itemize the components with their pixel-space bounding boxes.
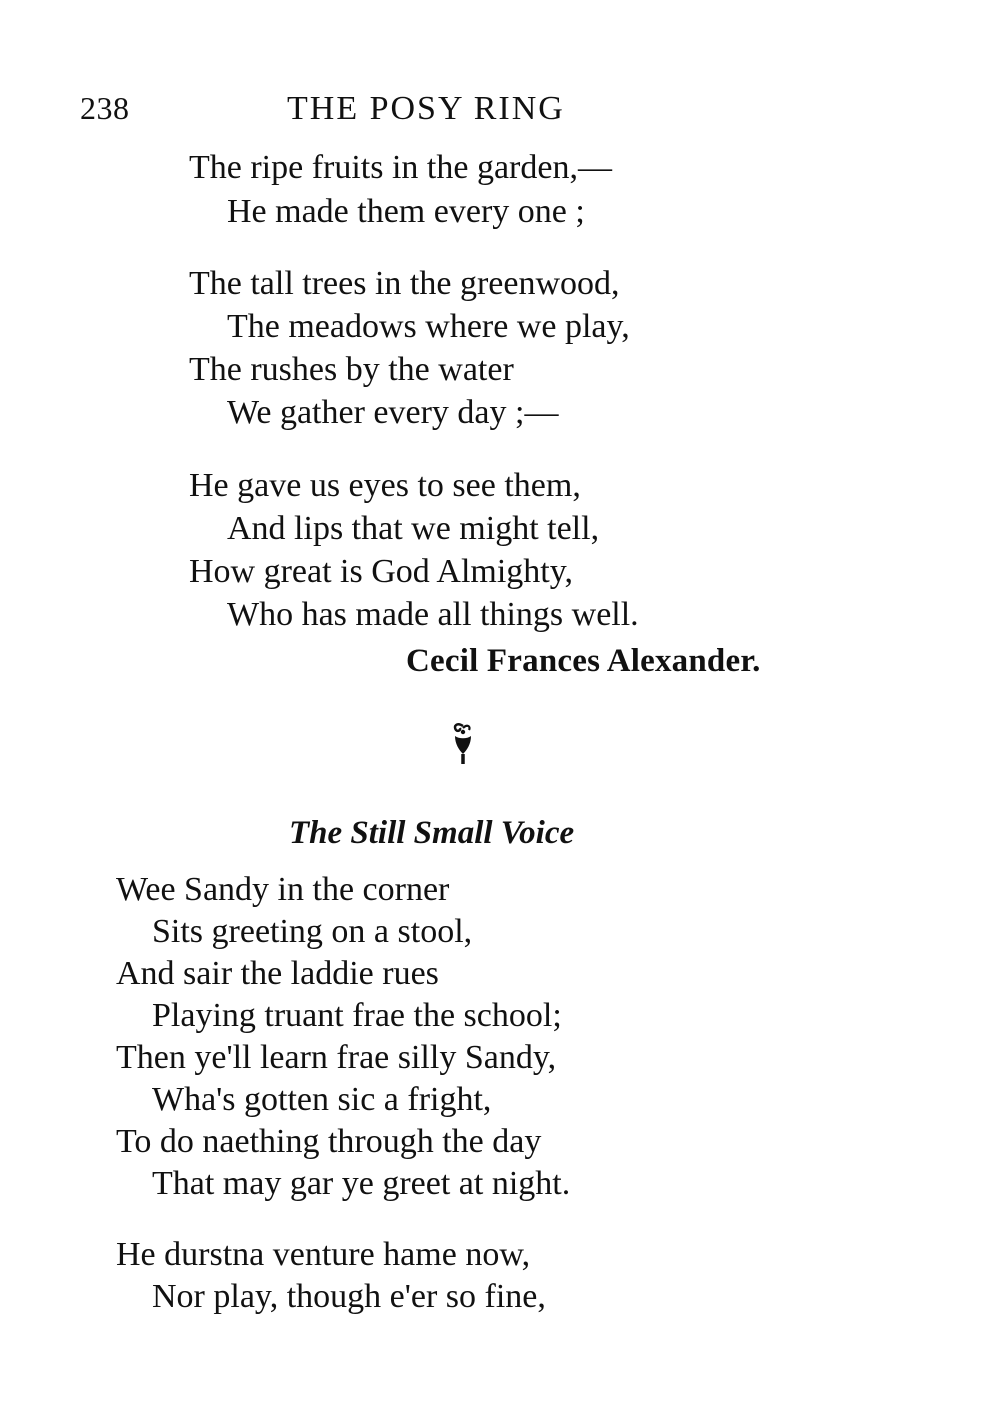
verse-line: And sair the laddie rues	[116, 955, 439, 992]
verse-line: The tall trees in the greenwood,	[189, 265, 620, 302]
verse-line: He durstna venture hame now,	[116, 1236, 531, 1273]
verse-line: Playing truant frae the school;	[152, 997, 562, 1034]
verse-line: Wha's gotten sic a fright,	[152, 1081, 492, 1118]
fleuron-icon	[445, 720, 481, 768]
page-number: 238	[80, 90, 130, 126]
verse-line: Sits greeting on a stool,	[152, 913, 473, 950]
running-title: THE POSY RING	[287, 90, 565, 127]
verse-line: To do naething through the day	[116, 1123, 542, 1160]
verse-line: Wee Sandy in the corner	[116, 871, 450, 908]
verse-line: Who has made all things well.	[227, 596, 639, 633]
verse-line: The ripe fruits in the garden,—	[189, 149, 612, 186]
verse-line: We gather every day ;—	[227, 394, 559, 431]
verse-line: He gave us eyes to see them,	[189, 467, 581, 504]
page-header	[0, 90, 1000, 134]
verse-line: He made them every one ;	[227, 193, 585, 230]
verse-line: The meadows where we play,	[227, 308, 630, 345]
poem-1-attribution: Cecil Frances Alexander.	[406, 643, 761, 679]
verse-line: The rushes by the water	[189, 351, 514, 388]
poem-2-title: The Still Small Voice	[289, 815, 575, 851]
verse-line: Then ye'll learn frae silly Sandy,	[116, 1039, 557, 1076]
verse-line: That may gar ye greet at night.	[152, 1165, 571, 1202]
verse-line: How great is God Almighty,	[189, 553, 574, 590]
verse-line: Nor play, though e'er so fine,	[152, 1278, 546, 1315]
verse-line: And lips that we might tell,	[227, 510, 600, 547]
